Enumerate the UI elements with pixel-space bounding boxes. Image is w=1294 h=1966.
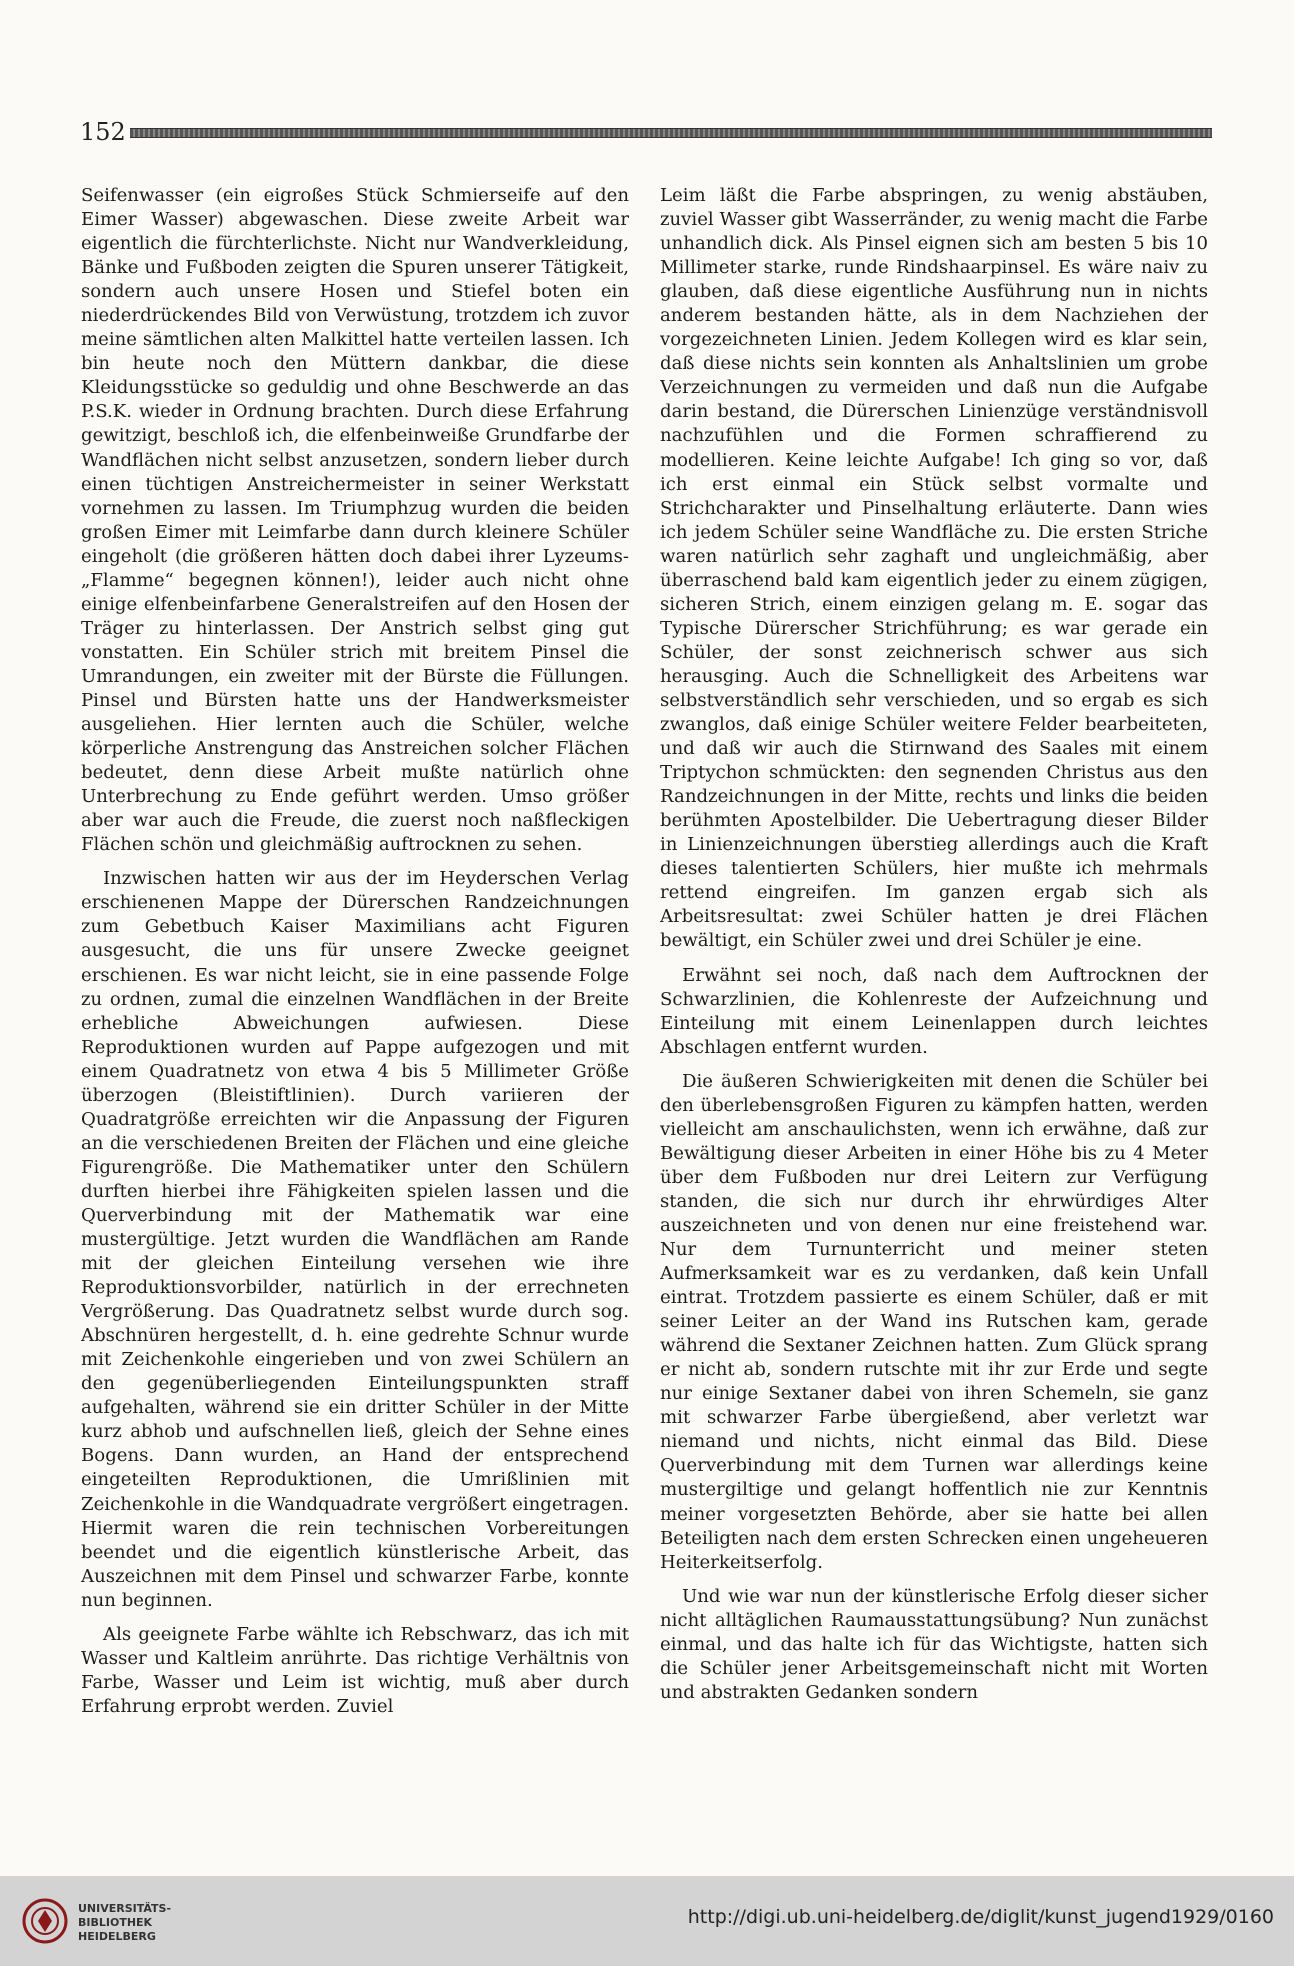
logo-line-2: BIBLIOTHEK — [78, 1916, 153, 1929]
right-paragraph-4: Und wie war nun der künstlerische Erfolg dieser sicher nicht alltäglichen Raumausstattungsübung? Nun zunächst einmal, und das halte ich für das Wichtigste, hatten sich die Schüler jener Arbeitsgemeinschaft nicht mit Worten und abstrakten Gedanken sondern — [660, 1585, 1208, 1703]
left-paragraph-3: Als geeignete Farbe wählte ich Rebschwarz, das ich mit Wasser und Kaltleim anrührte. Das richtige Verhältnis von Farbe, Wasser und Leim ist wichtig, muß aber durch Erfahrung erprobt werden. Zuviel — [81, 1623, 629, 1717]
left-paragraph-1: Seifenwasser (ein eigroßes Stück Schmierseife auf den Eimer Wasser) abgewaschen. Diese zweite Arbeit war eigentlich die fürchterlichste. Nicht nur Wandverkleidung, Bänke und Fußboden zeigten die Spuren unserer Tätigkeit, sondern auch unsere Hosen und Stiefel boten ein niederdrückendes Bild von Verwüstung, trotzdem ich zuvor meine sämtlichen alten Malkittel hatte verteilen lassen. Ich bin heute noch den Müttern dankbar, die diese Kleidungsstücke so geduldig und ohne Beschwerde an das P.S.K. wieder in Ordnung brachten. Durch diese Erfahrung gewitzigt, beschloß ich, die elfenbeinweiße Grundfarbe der Wandflächen nicht selbst anzusetzen, sondern lieber durch einen tüchtigen Anstreichermeister in seiner Werkstatt vornehmen zu lassen. Im Triumphzug wurden die beiden großen Eimer mit Leimfarbe dann durch kleinere Schüler eingeholt (die größeren hätten doch dabei ihrer Lyzeums-„Flamme“ begegnen können!), leider auch nicht ohne einige elfenbeinfarbene Generalstreifen auf den Hosen der Träger zu hinterlassen. Der Anstrich selbst ging gut vonstatten. Ein Schüler strich mit breitem Pinsel die Umrandungen, ein zweiter mit der Bürste die Füllungen. Pinsel und Bürsten hatte uns der Handwerksmeister ausgeliehen. Hier lernten auch die Schüler, welche körperliche Anstrengung das Anstreichen solcher Flächen bedeutet, denn diese Arbeit mußte natürlich ohne Unterbrechung zu Ende geführt werden. Umso größer aber war auch die Freude, die zuerst noch naßfleckigen Flächen schön und gleichmäßig auftrocknen zu sehen. — [81, 185, 629, 856]
header-rule — [130, 128, 1212, 138]
right-paragraph-2: Erwähnt sei noch, daß nach dem Auftrocknen der Schwarzlinien, die Kohlenreste der Aufzeichnung und Einteilung mit einem Leinenlappen durch leichtes Abschlagen entfernt wurden. — [660, 964, 1208, 1058]
left-column — [81, 184, 629, 1744]
university-seal-icon — [22, 1898, 68, 1944]
page-header — [80, 116, 1212, 148]
right-paragraph-1: Leim läßt die Farbe abspringen, zu wenig abstäuben, zuviel Wasser gibt Wasserränder, zu wenig macht die Farbe unhandlich dick. Als Pinsel eignen sich am besten 5 bis 10 Millimeter starke, runde Rindshaarpinsel. Es wäre naiv zu glauben, daß diese eigentliche Ausführung nun in nichts anderem bestanden hätte, als in dem Nachziehen der vorgezeichneten Linien. Jedem Kollegen wird es klar sein, daß diese nichts sein konnten als Anhaltslinien um grobe Verzeichnungen zu vermeiden und daß nun die Aufgabe darin bestand, die Dürerschen Linienzüge verständnisvoll nachzufühlen und die Formen schraffierend zu modellieren. Keine leichte Aufgabe! Ich ging so vor, daß ich erst einmal ein Stück selbst vormalte und Strichcharakter und Pinselhaltung erläuterte. Dann wies ich jedem Schüler seine Wandfläche zu. Die ersten Striche waren natürlich sehr zaghaft und ungleichmäßig, aber überraschend bald kam eigentlich jeder zu einem zügigen, sicheren Strich, einem einzigen gelang m. E. sogar das Typische Dürerscher Strichführung; es war gerade ein Schüler, der sonst zeichnerisch schwer aus sich herausging. Auch die Schnelligkeit des Arbeitens war selbstverständlich sehr verschieden, und so ergab es sich zwanglos, daß einige Schüler weitere Felder bearbeiteten, und daß wir auch die Stirnwand des Saales mit einem Triptychon schmückten: den segnenden Christus aus den Randzeichnungen in der Mitte, rechts und links die beiden berühmten Apostelbilder. Die Uebertragung dieser Bilder in Linienzeichnungen überstieg allerdings auch die Kraft dieses talentierten Schülers, hier mußte ich mehrmals rettend eingreifen. Im ganzen ergab sich als Arbeitsresultat: zwei Schüler hatten je drei Flächen bewältigt, ein Schüler zwei und drei Schüler je eine. — [660, 185, 1208, 952]
page-number: 152 — [80, 118, 126, 146]
footer-bar — [0, 1876, 1294, 1966]
right-paragraph-3: Die äußeren Schwierigkeiten mit denen die Schüler bei den überlebensgroßen Figuren zu kämpfen hatten, werden vielleicht am anschaulichsten, wenn ich erwähne, daß zur Bewältigung dieser Arbeiten in einer Höhe bis zu 4 Meter über dem Fußboden nur drei Leitern zur Verfügung standen, die sich nur durch ihr ehrwürdiges Alter auszeichneten und von denen nur eine freistehend war. Nur dem Turnunterricht und meiner steten Aufmerksamkeit war es zu verdanken, daß kein Unfall eintrat. Trotzdem passierte es einem Schüler, daß er mit seiner Leiter an der Wand ins Rutschen kam, gerade während die Sextaner Zeichnen hatten. Zum Glück sprang er nicht ab, sondern rutschte mit ihr zur Erde und segte nur einige Sextaner dabei von ihren Schemeln, sie ganz mit schwarzer Farbe übergießend, aber verletzt war niemand und nichts, nicht einmal das Bild. Diese Querverbindung mit dem Turnen war allerdings keine mustergiltige und gelangt hoffentlich nie zur Kenntnis meiner vorgesetzten Behörde, aber sie hatte bei allen Beteiligten nach dem ersten Schrecken einen ungeheueren Heiterkeitserfolg. — [660, 1070, 1208, 1573]
logo-line-1: UNIVERSITÄTS- — [78, 1902, 172, 1915]
left-paragraph-2: Inzwischen hatten wir aus der im Heyderschen Verlag erschienenen Mappe der Dürerschen Randzeichnungen zum Gebetbuch Kaiser Maximilians acht Figuren ausgesucht, die uns für unsere Zwecke geeignet erschienen. Es war nicht leicht, sie in eine passende Folge zu ordnen, zumal die einzelnen Wandflächen in der Breite erhebliche Abweichungen aufwiesen. Diese Reproduktionen wurden auf Pappe aufgezogen und mit einem Quadratnetz von etwa 4 bis 5 Millimeter Größe überzogen (Bleistiftlinien). Durch variieren der Quadratgröße erreichten wir die Anpassung der Figuren an die verschiedenen Breiten der Flächen und eine gleiche Figurengröße. Die Mathematiker unter den Schülern durften hierbei ihre Fähigkeiten spielen lassen und die Querverbindung mit der Mathematik war eine mustergültige. Jetzt wurden die Wandflächen am Rande mit der gleichen Einteilung versehen wie ihre Reproduktionsvorbilder, natürlich in der errechneten Vergrößerung. Das Quadratnetz selbst wurde durch sog. Abschnüren hergestellt, d. h. eine gedrehte Schnur wurde mit Zeichenkohle eingerieben und von zwei Schülern an den gegenüberliegenden Einteilungspunkten straff aufgehalten, während sie ein dritter Schüler in der Mitte kurz abhob und aufschnellen ließ, gleich der Sehne eines Bogens. Dann wurden, an Hand der entsprechend eingeteilten Reproduktionen, die Umrißlinien mit Zeichenkohle in die Wandquadrate vergrößert eingetragen. Hiermit waren die rein technischen Vorbereitungen beendet und die eigentlich künstlerische Arbeit, das Auszeichnen mit dem Pinsel und schwarzer Farbe, konnte nun beginnen. — [81, 868, 629, 1611]
logo-line-3: HEIDELBERG — [78, 1930, 156, 1943]
source-url-link[interactable]: http://digi.ub.uni-heidelberg.de/diglit/kunst_jugend1929/0160 — [687, 1906, 1274, 1928]
right-column — [660, 184, 1208, 1744]
library-logo-text — [78, 1902, 198, 1944]
